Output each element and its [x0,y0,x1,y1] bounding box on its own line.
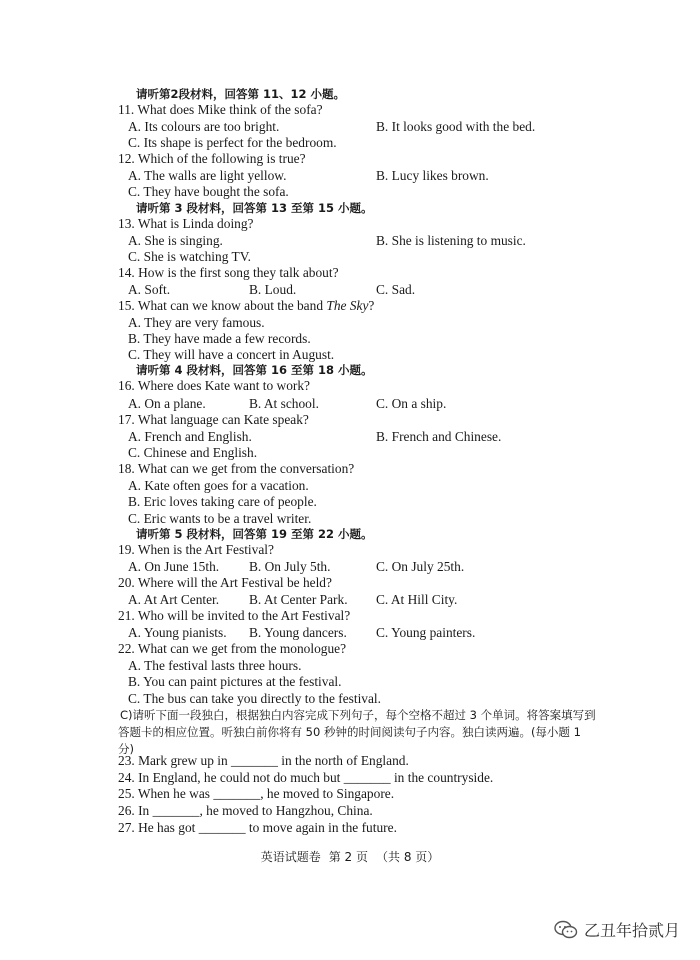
footer-page-number: 第 2 页 [328,850,368,864]
footer-total-pages: （共 8 页） [376,850,440,864]
question-17-stem: 17. What language can Kate speak? [118,412,309,427]
question-11-option-c: C. Its shape is perfect for the bedroom. [128,135,337,150]
question-19-stem: 19. When is the Art Festival? [118,542,274,557]
question-15-stem-text: 15. What can we know about the band [118,298,327,313]
question-19-option-b: B. On July 5th. [249,559,331,574]
question-14-option-c: C. Sad. [376,282,416,297]
footer-subject: 英语试题卷 [260,850,321,864]
question-21-option-c: C. Young painters. [376,625,476,640]
question-17-option-c: C. Chinese and English. [128,445,258,460]
sentence-24: 24. In England, he could not do much but _______ in the countryside. [118,770,494,785]
sentence-26: 26. In _______, he moved to Hangzhou, China. [118,803,373,818]
question-14-stem: 14. How is the first song they talk about? [118,265,339,280]
question-19-option-a: A. On June 15th. [128,559,220,574]
question-17-option-a: A. French and English. [128,429,252,444]
section-header-4: 请听第 4 段材料，回答第 16 至第 18 小题。 [136,363,373,377]
question-16-stem: 16. Where does Kate want to work? [118,378,310,393]
question-22-option-c: C. The bus can take you directly to the festival. [128,691,381,706]
part-c-instructions: C)请听下面一段独白，根据独白内容完成下列句子，每个空格不超过 3 个单词。将答案填写到答题卡的相应位置。听独白前你将有 50 秒钟的时间阅读句子内容。独白读两遍。(每小题 1 分) [118,708,596,756]
question-12-stem: 12. Which of the following is true? [118,151,306,166]
sentence-25: 25. When he was _______, he moved to Singapore. [118,786,395,801]
section-header-3: 请听第 3 段材料，回答第 13 至第 15 小题。 [136,201,373,215]
question-12-option-b: B. Lucy likes brown. [376,168,489,183]
question-21-option-b: B. Young dancers. [249,625,347,640]
question-18-option-b: B. Eric loves taking care of people. [128,494,317,509]
question-18-option-a: A. Kate often goes for a vacation. [128,478,309,493]
question-13-option-c: C. She is watching TV. [128,249,251,264]
question-14-option-a: A. Soft. [128,282,171,297]
question-20-option-a: A. At Art Center. [128,592,220,607]
section-header-5: 请听第 5 段材料，回答第 19 至第 22 小题。 [136,527,373,541]
question-13-stem: 13. What is Linda doing? [118,216,254,231]
question-21-option-a: A. Young pianists. [128,625,227,640]
wechat-chat-icon [554,920,578,940]
question-18-option-c: C. Eric wants to be a travel writer. [128,511,312,526]
question-11-option-a: A. Its colours are too bright. [128,119,280,134]
question-11-stem: 11. What does Mike think of the sofa? [118,102,323,117]
watermark-text: 乙丑年拾贰月 [583,921,680,940]
question-15-stem [118,298,374,314]
question-16-option-a: A. On a plane. [128,396,206,411]
question-13-option-b: B. She is listening to music. [376,233,526,248]
question-12-option-c: C. They have bought the sofa. [128,184,289,199]
question-22-option-b: B. You can paint pictures at the festival. [128,674,342,689]
question-16-option-b: B. At school. [249,396,319,411]
page-footer [0,848,700,865]
question-13-option-a: A. She is singing. [128,233,223,248]
question-16-option-c: C. On a ship. [376,396,447,411]
watermark [554,918,680,941]
sentence-27: 27. He has got _______ to move again in the future. [118,820,397,835]
section-header-2: 请听第2段材料，回答第 11、12 小题。 [136,87,346,101]
question-22-option-a: A. The festival lasts three hours. [128,658,302,673]
question-15-option-c: C. They will have a concert in August. [128,347,335,362]
question-18-stem: 18. What can we get from the conversation? [118,461,355,476]
question-21-stem: 21. Who will be invited to the Art Festival? [118,608,351,623]
question-12-option-a: A. The walls are light yellow. [128,168,287,183]
question-11-option-b: B. It looks good with the bed. [376,119,536,134]
sentence-23: 23. Mark grew up in _______ in the north of England. [118,753,409,768]
question-20-option-c: C. At Hill City. [376,592,458,607]
question-22-stem: 22. What can we get from the monologue? [118,641,347,656]
question-17-option-b: B. French and Chinese. [376,429,502,444]
question-20-option-b: B. At Center Park. [249,592,348,607]
question-15-stem-mark: ? [368,298,375,313]
question-15-option-b: B. They have made a few records. [128,331,311,346]
question-14-option-b: B. Loud. [249,282,297,297]
band-name: The Sky [326,298,369,313]
question-19-option-c: C. On July 25th. [376,559,465,574]
question-20-stem: 20. Where will the Art Festival be held? [118,575,332,590]
question-15-option-a: A. They are very famous. [128,315,265,330]
